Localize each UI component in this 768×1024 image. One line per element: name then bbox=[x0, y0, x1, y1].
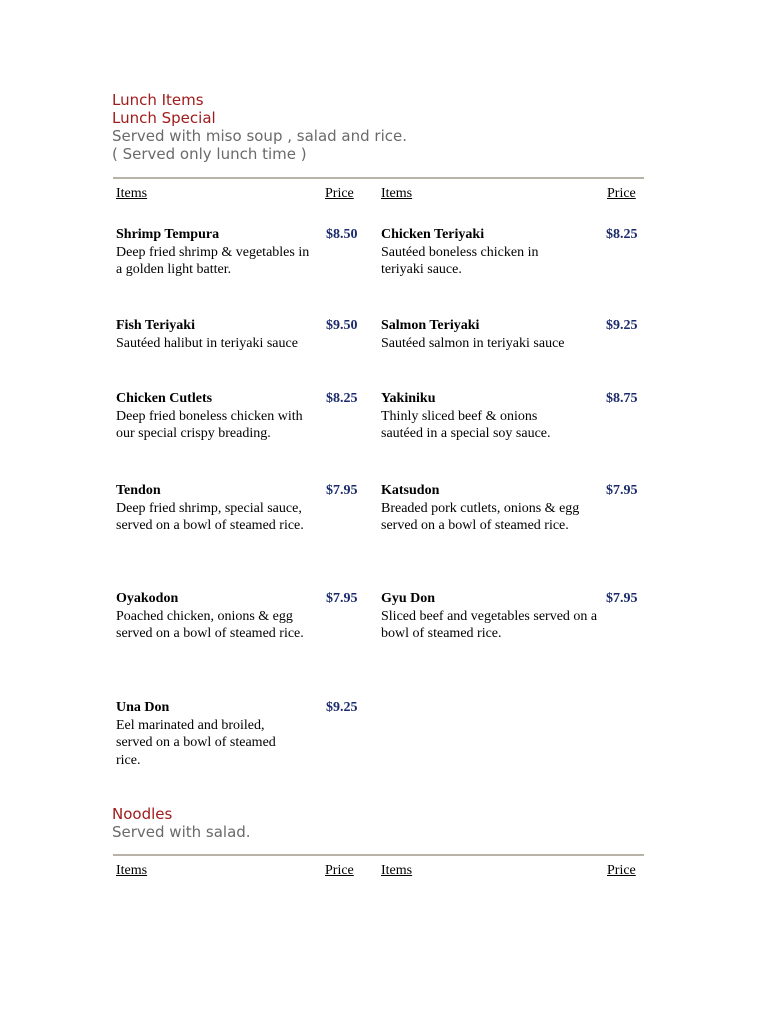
item-name: Fish Teriyaki bbox=[116, 318, 195, 333]
noodles-col-items-left: Items bbox=[116, 863, 148, 878]
item-price: $7.95 bbox=[326, 591, 358, 606]
menu-item bbox=[116, 699, 301, 769]
item-description: Thinly sliced beef & onions sautéed in a special soy sauce. bbox=[381, 408, 551, 441]
menu-item bbox=[116, 317, 321, 352]
noodles-col-items-right: Items bbox=[381, 863, 413, 878]
item-description: Deep fried shrimp, special sauce, served on a bowl of steamed rice. bbox=[116, 500, 304, 533]
item-price: $9.50 bbox=[326, 318, 358, 333]
lunch-col-items-left: Items bbox=[116, 186, 148, 201]
item-name: Una Don bbox=[116, 700, 170, 715]
item-price: $7.95 bbox=[606, 591, 638, 606]
lunch-items-heading: Lunch Items bbox=[112, 91, 204, 109]
item-name: Oyakodon bbox=[116, 591, 179, 606]
noodles-col-price-right: Price bbox=[607, 863, 636, 878]
menu-item bbox=[116, 482, 306, 535]
item-price: $8.25 bbox=[606, 227, 638, 242]
menu-item bbox=[381, 226, 601, 279]
item-price: $8.50 bbox=[326, 227, 358, 242]
menu-item bbox=[116, 226, 316, 279]
lunch-divider bbox=[113, 177, 644, 179]
item-description: Breaded pork cutlets, onions & egg served on a bowl of steamed rice. bbox=[381, 500, 580, 533]
item-description: Poached chicken, onions & egg served on a bowl of steamed rice. bbox=[116, 608, 304, 641]
item-name: Yakiniku bbox=[381, 391, 436, 406]
menu-item bbox=[381, 317, 601, 352]
item-name: Salmon Teriyaki bbox=[381, 318, 480, 333]
noodles-note: Served with salad. bbox=[112, 823, 251, 841]
item-description: Deep fried boneless chicken with our special crispy breading. bbox=[116, 408, 303, 441]
lunch-col-price-left: Price bbox=[325, 186, 354, 201]
noodles-divider bbox=[113, 854, 644, 856]
item-description: Sautéed halibut in teriyaki sauce bbox=[116, 335, 298, 351]
lunch-note-served-with: Served with miso soup , salad and rice. bbox=[112, 127, 407, 145]
lunch-note-lunch-time: ( Served only lunch time ) bbox=[112, 145, 307, 163]
item-name: Katsudon bbox=[381, 483, 440, 498]
noodles-col-price-left: Price bbox=[325, 863, 354, 878]
menu-item bbox=[116, 390, 321, 443]
item-name: Chicken Teriyaki bbox=[381, 227, 485, 242]
item-price: $9.25 bbox=[326, 700, 358, 715]
item-name: Tendon bbox=[116, 483, 161, 498]
item-description: Sautéed salmon in teriyaki sauce bbox=[381, 335, 565, 351]
menu-item bbox=[381, 482, 599, 535]
item-description: Sautéed boneless chicken in teriyaki sauce. bbox=[381, 244, 539, 277]
item-description: Deep fried shrimp & vegetables in a golden light batter. bbox=[116, 244, 310, 277]
item-name: Chicken Cutlets bbox=[116, 391, 213, 406]
menu-item bbox=[381, 590, 599, 643]
item-price: $8.25 bbox=[326, 391, 358, 406]
menu-item bbox=[381, 390, 581, 443]
menu-item bbox=[116, 590, 316, 643]
item-price: $9.25 bbox=[606, 318, 638, 333]
lunch-col-price-right: Price bbox=[607, 186, 636, 201]
item-price: $7.95 bbox=[606, 483, 638, 498]
item-price: $8.75 bbox=[606, 391, 638, 406]
lunch-col-items-right: Items bbox=[381, 186, 413, 201]
item-description: Eel marinated and broiled, served on a bowl of steamed rice. bbox=[116, 717, 276, 768]
item-description: Sliced beef and vegetables served on a bowl of steamed rice. bbox=[381, 608, 598, 641]
noodles-heading: Noodles bbox=[112, 805, 173, 823]
lunch-special-heading: Lunch Special bbox=[112, 109, 216, 127]
item-name: Shrimp Tempura bbox=[116, 227, 220, 242]
item-name: Gyu Don bbox=[381, 591, 436, 606]
item-price: $7.95 bbox=[326, 483, 358, 498]
